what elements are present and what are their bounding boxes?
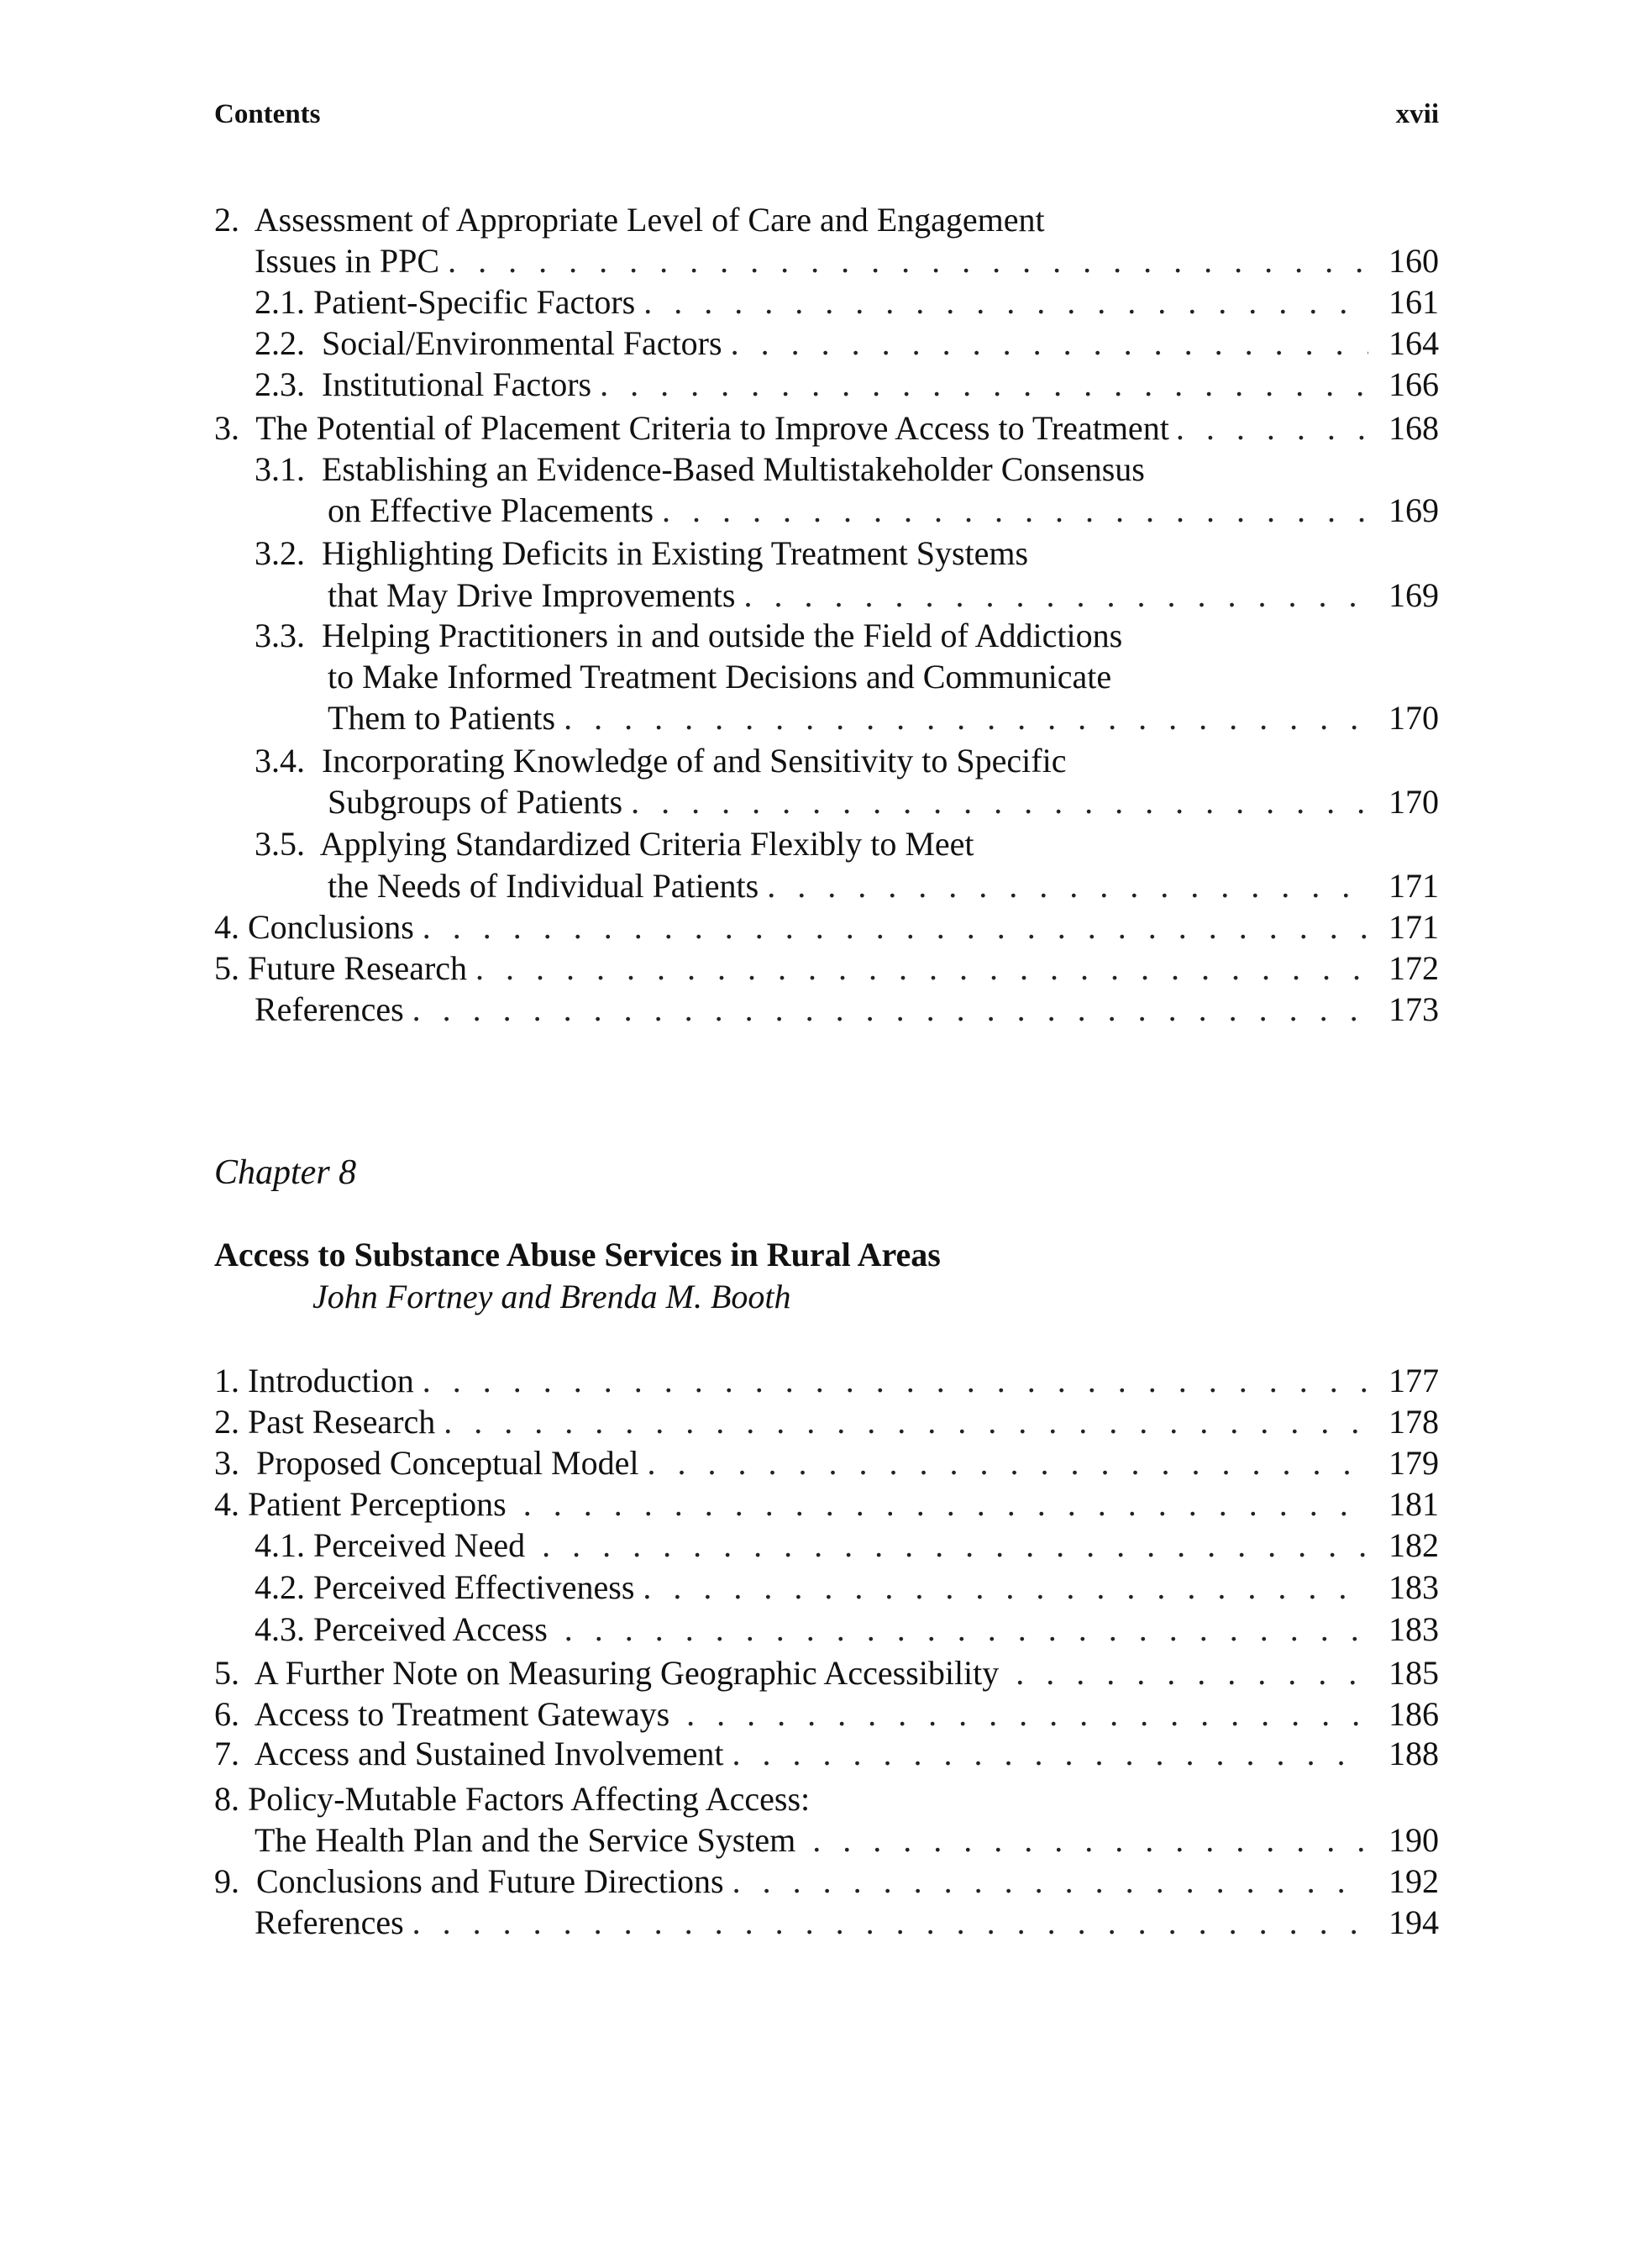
toc-entry-page: 192 <box>1389 1862 1439 1900</box>
toc-entry-page: 160 <box>1389 242 1439 280</box>
toc-entry-label: 1. Introduction <box>214 1362 414 1399</box>
leader-dots <box>1016 1651 1368 1695</box>
leader-dots <box>643 281 1368 324</box>
toc-entry[interactable] <box>328 489 1439 533</box>
running-header <box>214 99 1439 143</box>
toc-entry-label: the Needs of Individual Patients <box>328 867 759 905</box>
toc-entry[interactable] <box>255 239 1439 283</box>
toc-entry-page: 166 <box>1389 365 1439 403</box>
toc-entry-label: 3. The Potential of Placement Criteria to Improve Access to Treatment <box>214 409 1169 447</box>
leader-dots <box>686 1693 1368 1736</box>
chapter-authors: John Fortney and Brenda M. Booth <box>312 1278 791 1315</box>
toc-entry-label: that May Drive Improvements <box>328 576 736 614</box>
toc-entry-page: 181 <box>1389 1485 1439 1523</box>
leader-dots <box>423 1359 1368 1403</box>
toc-entry[interactable] <box>214 947 1439 990</box>
toc-entry-label: 7. Access and Sustained Involvement <box>214 1735 724 1772</box>
toc-entry-label: 6. Access to Treatment Gateways <box>214 1695 670 1733</box>
leader-dots <box>743 574 1368 617</box>
leader-dots <box>412 988 1368 1032</box>
toc-entry[interactable] <box>214 1651 1439 1695</box>
toc-entry-page: 190 <box>1389 1821 1439 1859</box>
toc-entry-page: 177 <box>1389 1362 1439 1399</box>
toc-entry-page: 170 <box>1389 783 1439 821</box>
toc-entry-label: Them to Patients <box>328 699 556 737</box>
toc-entry[interactable] <box>214 1400 1439 1444</box>
toc-entry[interactable] <box>255 281 1439 324</box>
toc-entry-page: 171 <box>1389 908 1439 946</box>
toc-entry-page: 179 <box>1389 1444 1439 1482</box>
leader-dots <box>1176 407 1368 450</box>
toc-entry-label: on Effective Placements <box>328 491 654 529</box>
leader-dots <box>631 780 1368 824</box>
toc-entry[interactable] <box>255 1901 1439 1945</box>
toc-entry-page: 164 <box>1389 324 1439 362</box>
leader-dots <box>412 1901 1368 1945</box>
leader-dots <box>564 696 1368 740</box>
toc-entry[interactable] <box>255 988 1439 1032</box>
toc-entry-page: 178 <box>1389 1403 1439 1441</box>
toc-entry-label: 5. Future Research <box>214 949 468 987</box>
toc-entry-page: 188 <box>1389 1735 1439 1772</box>
toc-entry[interactable] <box>214 1860 1439 1903</box>
leader-dots <box>732 1860 1368 1903</box>
toc-entry[interactable] <box>214 1441 1439 1485</box>
toc-entry[interactable] <box>214 1483 1439 1526</box>
toc-entry-page: 161 <box>1389 283 1439 321</box>
toc-entry[interactable] <box>255 1608 1439 1651</box>
toc-entry[interactable] <box>328 780 1439 824</box>
toc-entry[interactable] <box>255 1524 1439 1567</box>
toc-entry-label: Issues in PPC <box>255 242 440 280</box>
leader-dots <box>523 1483 1368 1526</box>
toc-entry[interactable] <box>255 363 1439 407</box>
leader-dots <box>542 1524 1368 1567</box>
toc-entry-label: 4. Patient Perceptions <box>214 1485 507 1523</box>
leader-dots <box>767 864 1368 908</box>
toc-entry[interactable] <box>214 407 1439 450</box>
toc-entry-page: 185 <box>1389 1654 1439 1692</box>
toc-entry-label: 4.1. Perceived Need <box>255 1526 526 1564</box>
toc-entry-page: 183 <box>1389 1568 1439 1606</box>
toc-entry-line: 8. Policy-Mutable Factors Affecting Access: <box>214 1780 811 1818</box>
toc-entry[interactable] <box>255 322 1439 365</box>
toc-entry-line: 3.1. Establishing an Evidence-Based Multistakeholder Consensus <box>255 450 1145 488</box>
leader-dots <box>448 239 1368 283</box>
toc-entry[interactable] <box>328 574 1439 617</box>
toc-entry-page: 194 <box>1389 1903 1439 1941</box>
toc-entry-page: 168 <box>1389 409 1439 447</box>
leader-dots <box>600 363 1368 407</box>
toc-entry[interactable] <box>214 1359 1439 1403</box>
toc-entry-label: References <box>255 1903 404 1941</box>
leader-dots <box>423 906 1368 949</box>
chapter-heading: Chapter 8 <box>214 1153 357 1192</box>
leader-dots <box>444 1400 1368 1444</box>
toc-entry-line: 2. Assessment of Appropriate Level of Care and Engagement <box>214 201 1045 239</box>
toc-entry-page: 169 <box>1389 576 1439 614</box>
running-header-title: Contents <box>214 99 321 129</box>
toc-entry[interactable] <box>255 1566 1439 1609</box>
toc-entry-label: The Health Plan and the Service System <box>255 1821 796 1859</box>
toc-entry-label: 9. Conclusions and Future Directions <box>214 1862 724 1900</box>
toc-entry-page: 171 <box>1389 867 1439 905</box>
toc-entry-label: 2.2. Social/Environmental Factors <box>255 324 722 362</box>
page-number: xvii <box>1395 99 1439 129</box>
leader-dots <box>662 489 1368 533</box>
toc-entry-page: 186 <box>1389 1695 1439 1733</box>
toc-entry-line: 3.4. Incorporating Knowledge of and Sensitivity to Specific <box>255 742 1067 780</box>
leader-dots <box>648 1441 1369 1485</box>
toc-entry-label: 4.3. Perceived Access <box>255 1610 548 1648</box>
leader-dots <box>732 1732 1368 1776</box>
leader-dots <box>475 947 1368 990</box>
toc-entry-label: 2.1. Patient-Specific Factors <box>255 283 636 321</box>
toc-entry-label: References <box>255 990 404 1028</box>
toc-entry[interactable] <box>328 864 1439 908</box>
leader-dots <box>564 1608 1368 1651</box>
toc-entry[interactable] <box>255 1819 1439 1862</box>
toc-entry-line: 3.3. Helping Practitioners in and outside the Field of Addictions <box>255 617 1123 654</box>
toc-entry[interactable] <box>214 906 1439 949</box>
toc-entry-page: 183 <box>1389 1610 1439 1648</box>
toc-entry-page: 172 <box>1389 949 1439 987</box>
toc-entry-line: 3.2. Highlighting Deficits in Existing Treatment Systems <box>255 534 1029 572</box>
toc-entry-label: 4. Conclusions <box>214 908 414 946</box>
leader-dots <box>643 1566 1368 1609</box>
toc-entry-label: 5. A Further Note on Measuring Geographic Accessibility <box>214 1654 1000 1692</box>
toc-entry-page: 169 <box>1389 491 1439 529</box>
toc-entry-line: 3.5. Applying Standardized Criteria Flexibly to Meet <box>255 825 974 863</box>
toc-entry-label: 4.2. Perceived Effectiveness <box>255 1568 635 1606</box>
toc-entry-label: 3. Proposed Conceptual Model <box>214 1444 639 1482</box>
toc-entry-page: 173 <box>1389 990 1439 1028</box>
toc-entry[interactable] <box>214 1732 1439 1776</box>
toc-entry[interactable] <box>214 1693 1439 1736</box>
toc-entry-line: to Make Informed Treatment Decisions and Communicate <box>328 658 1112 696</box>
leader-dots <box>812 1819 1368 1862</box>
toc-entry-label: Subgroups of Patients <box>328 783 623 821</box>
toc-entry-page: 170 <box>1389 699 1439 737</box>
leader-dots <box>731 322 1368 365</box>
toc-entry-label: 2. Past Research <box>214 1403 436 1441</box>
toc-entry-label: 2.3. Institutional Factors <box>255 365 592 403</box>
toc-entry-page: 182 <box>1389 1526 1439 1564</box>
chapter-title: Access to Substance Abuse Services in Rural Areas <box>214 1236 941 1273</box>
toc-entry[interactable] <box>328 696 1439 740</box>
